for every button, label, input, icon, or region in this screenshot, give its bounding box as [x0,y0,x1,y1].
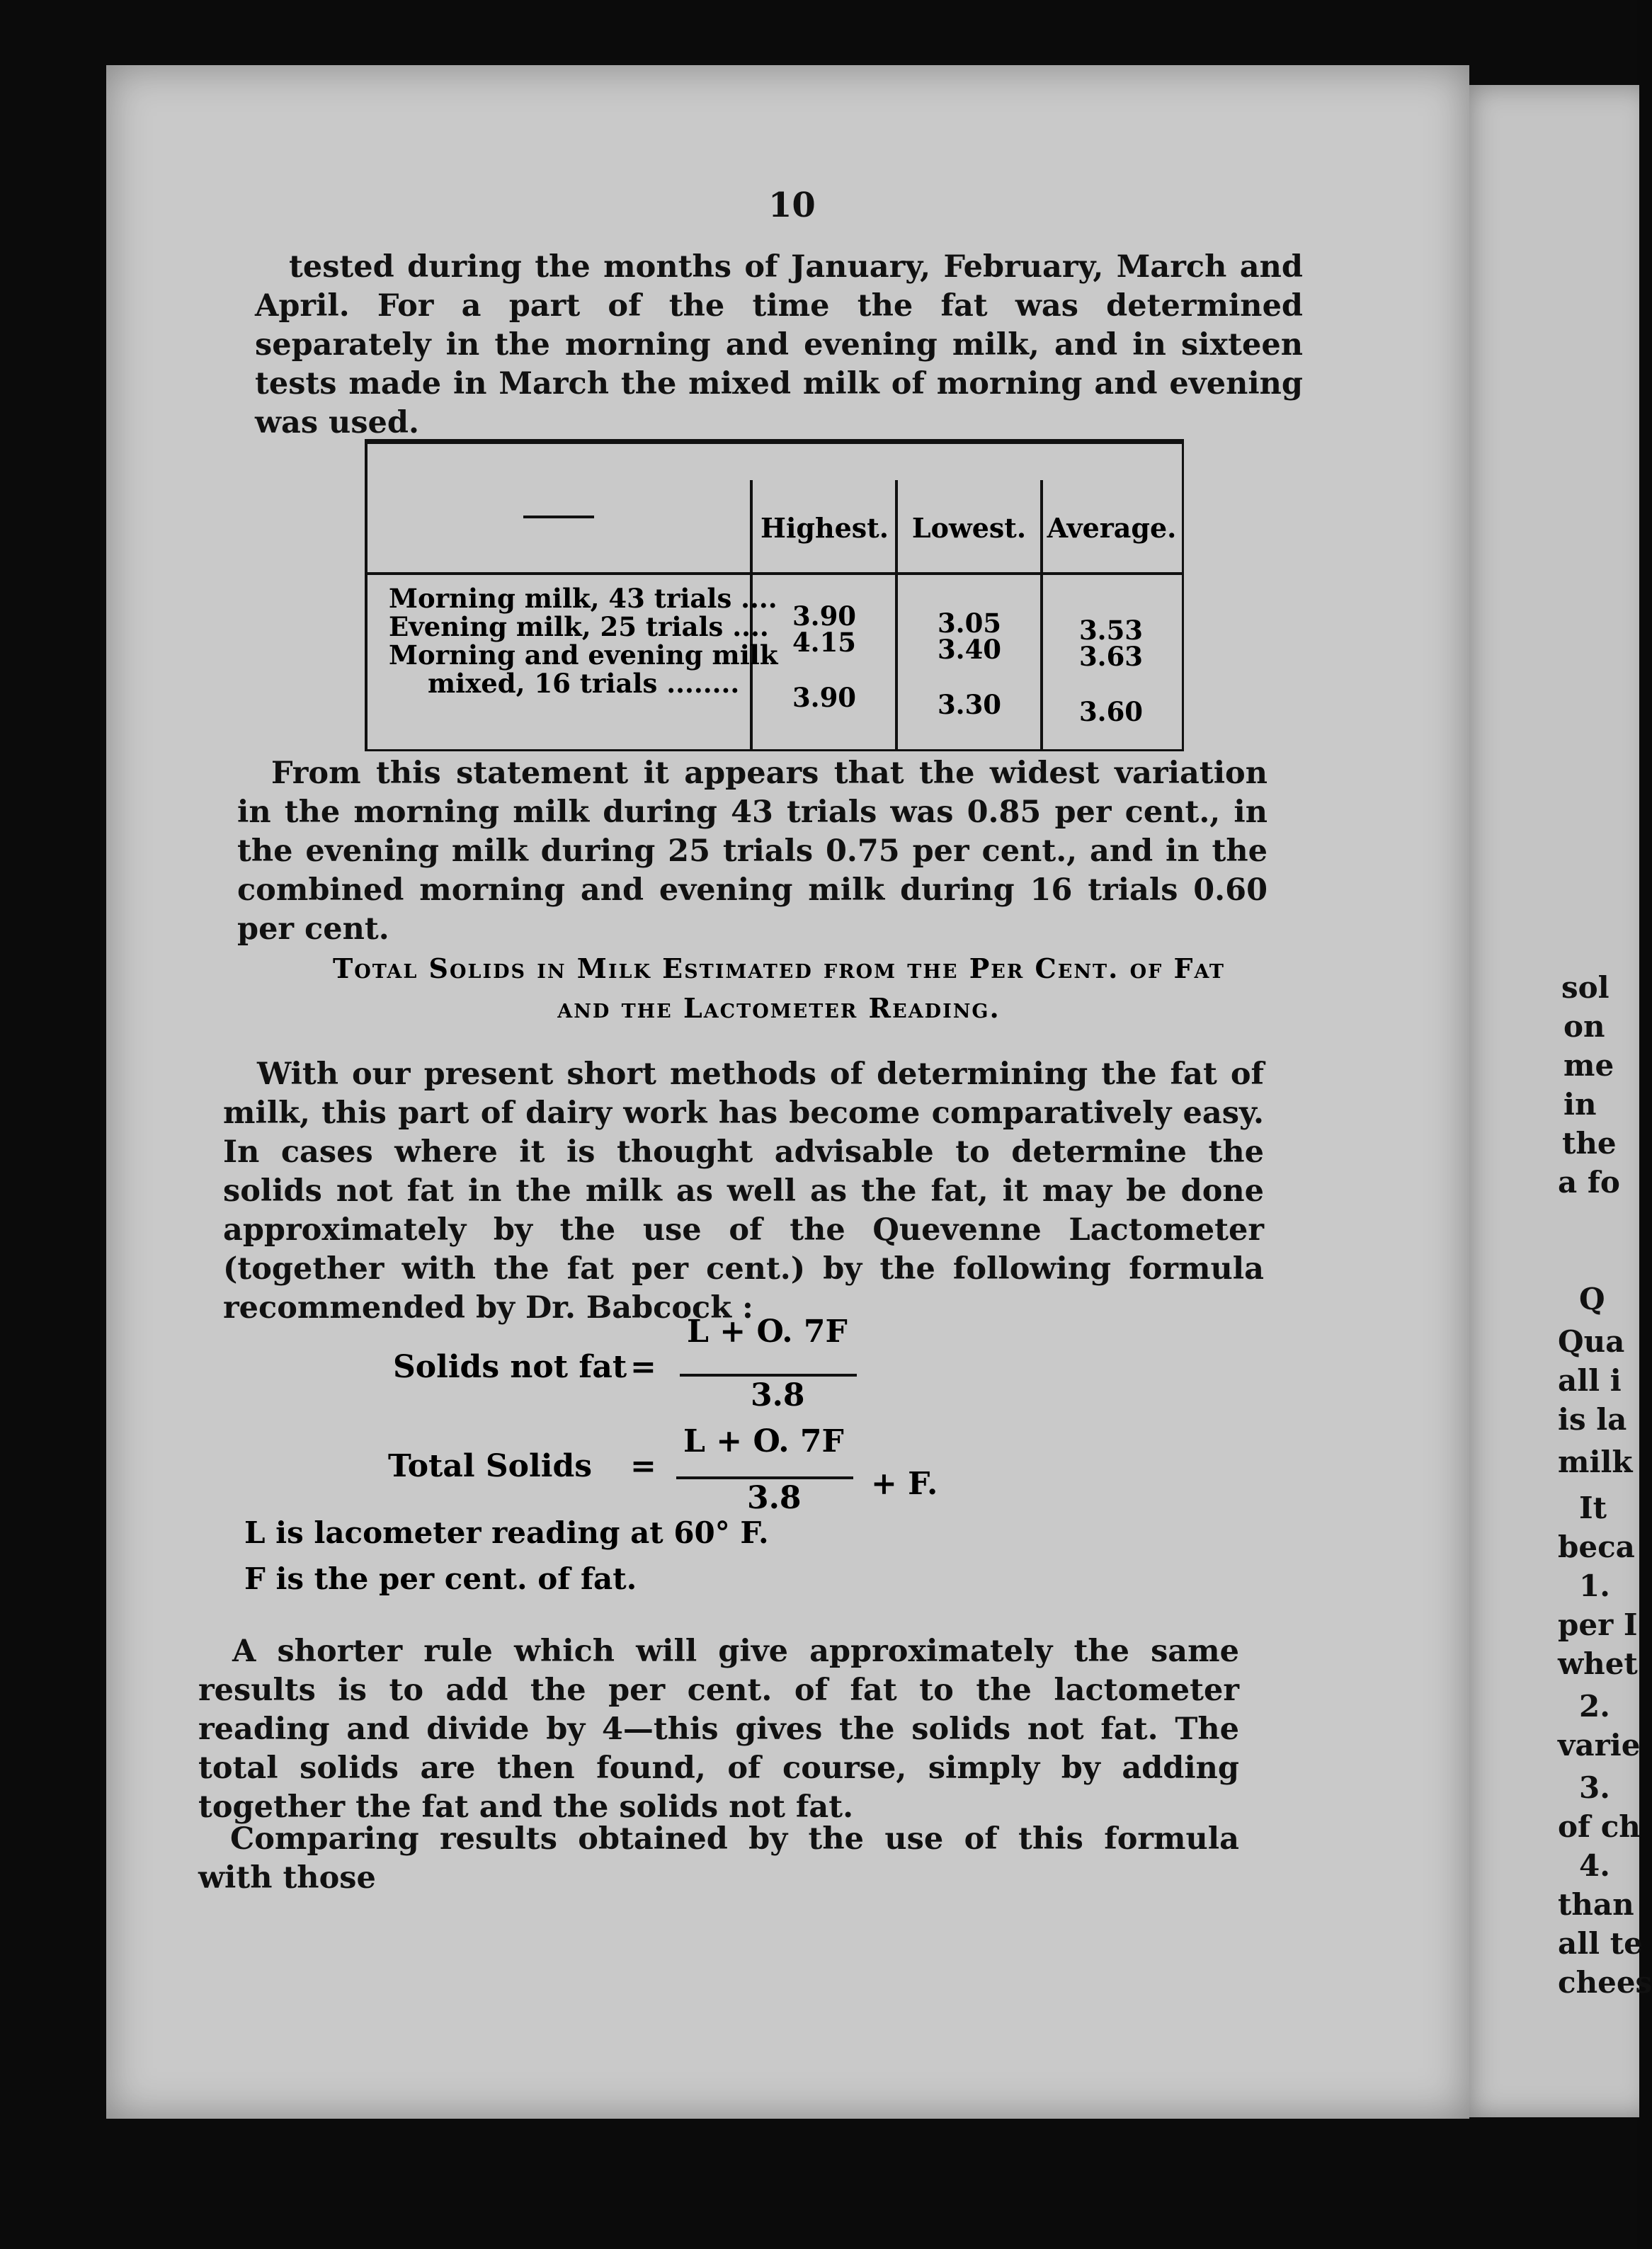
cell-average: 3.53 [1078,615,1144,646]
facing-page-fragment: It [1579,1491,1607,1525]
formula2-suffix: + F. [871,1466,938,1502]
row-label: Morning milk, 43 trials .... [389,583,777,614]
facing-page [1455,85,1652,2117]
table-top-rule [368,441,1182,444]
row-label: Morning and evening milk [389,639,778,671]
facing-page-fragment: whet [1558,1646,1638,1681]
facing-page-fragment: of ch [1558,1809,1641,1844]
facing-page-fragment: beca [1558,1530,1635,1564]
header-average: Average. [1047,512,1177,544]
row-label: mixed, 16 trials ........ [428,668,740,699]
cell-highest: 3.90 [792,600,857,632]
definition-L: L is lacometer reading at 60° F. [244,1515,769,1550]
page-number: 10 [768,186,816,225]
formula2-fraction-bar [676,1476,853,1479]
facing-page-fragment: 4. [1579,1848,1610,1883]
facing-page-fragment: 1. [1579,1568,1610,1603]
cell-average: 3.60 [1078,696,1144,727]
facing-page-fragment: is la [1558,1402,1627,1437]
header-highest: Highest. [761,512,889,544]
facing-page-fragment: Qua [1558,1324,1625,1359]
statement-paragraph: From this statement it appears that the widest variation in the morning milk during 43 trials was 0.85 per cent., in the evening milk during 25 trials 0.75 per cent., and in the combined morning and evening milk during 16 trials 0.60 per cent. [237,756,1268,947]
table-corner-dash [523,516,594,518]
facing-page-fragment: me [1563,1048,1614,1083]
facing-page-fragment: a fo [1558,1165,1620,1200]
facing-page-fragment: varie [1558,1728,1641,1763]
shorter-rule-paragraph: A shorter rule which will give approximately the same results is to add the per cent. of fat to the lactometer reading and divide by 4—this gives the solids not fat. The total solids are then found, of course, simply by adding together the fat and the solids not fat. [198,1634,1239,1825]
formula1-denominator: 3.8 [751,1377,805,1413]
facing-page-fragment: in [1563,1087,1597,1122]
facing-page-fragment: all i [1558,1363,1622,1398]
section-heading: and the Lactometer Reading. [557,992,1001,1024]
formula2-denominator: 3.8 [747,1480,802,1516]
formula2-label: Total Solids [388,1448,592,1484]
facing-page-fragment: the [1562,1126,1617,1161]
facing-page-fragment: all te [1558,1926,1643,1961]
facing-page-fragment: than [1558,1887,1634,1922]
cell-highest: 3.90 [792,682,857,713]
facing-page-fragment: 3. [1579,1770,1610,1805]
cell-lowest: 3.30 [937,689,1002,720]
comparing-line: Comparing results obtained by the use of this formula with those [198,1821,1239,1896]
intro-paragraph: tested during the months of January, February, March and April. For a part of the time the fat was determined separately in the morning and evening milk, and in sixteen tests made in March the mixed milk of morning and evening was used. [255,249,1303,440]
facing-page-fragment: 2. [1579,1689,1610,1724]
header-lowest: Lowest. [911,512,1027,544]
formula2-equals: = [630,1448,656,1484]
formula2-numerator: L + O. 7F [683,1423,844,1459]
cell-highest: 4.15 [792,627,857,658]
facing-page-fragment: on [1563,1009,1605,1044]
fat-results-table [365,439,1184,751]
facing-page-fragment: per I [1558,1607,1638,1642]
formula1-numerator: L + O. 7F [687,1314,848,1350]
facing-page-fragment: chees [1558,1965,1652,2000]
cell-average: 3.63 [1078,641,1144,672]
formula1-label: Solids not fat [393,1349,627,1385]
facing-page-fragment: Q [1579,1282,1605,1316]
column-divider [1040,480,1043,749]
row-label: Evening milk, 25 trials .... [389,611,769,642]
facing-page-fragment: milk [1558,1445,1633,1479]
formula1-fraction-bar [680,1374,857,1377]
column-divider [895,480,898,749]
cell-lowest: 3.05 [937,608,1002,639]
header-rule [368,572,1182,575]
definition-F: F is the per cent. of fat. [244,1561,637,1596]
section-heading: Total Solids in Milk Estimated from the Per Cent. of Fat [332,952,1226,984]
formula1-equals: = [630,1349,656,1385]
facing-page-fragment: sol [1561,970,1610,1005]
cell-lowest: 3.40 [937,634,1002,665]
methods-paragraph: With our present short methods of determining the fat of milk, this part of dairy work has become comparatively easy. In cases where it is thought advisable to determine the solids not fat in the milk as well as the fat, it may be done approximately by the use of the Quevenne Lactometer (together with the fat per cent.) by the following formula recommended by Dr. Babcock : [223,1057,1264,1326]
